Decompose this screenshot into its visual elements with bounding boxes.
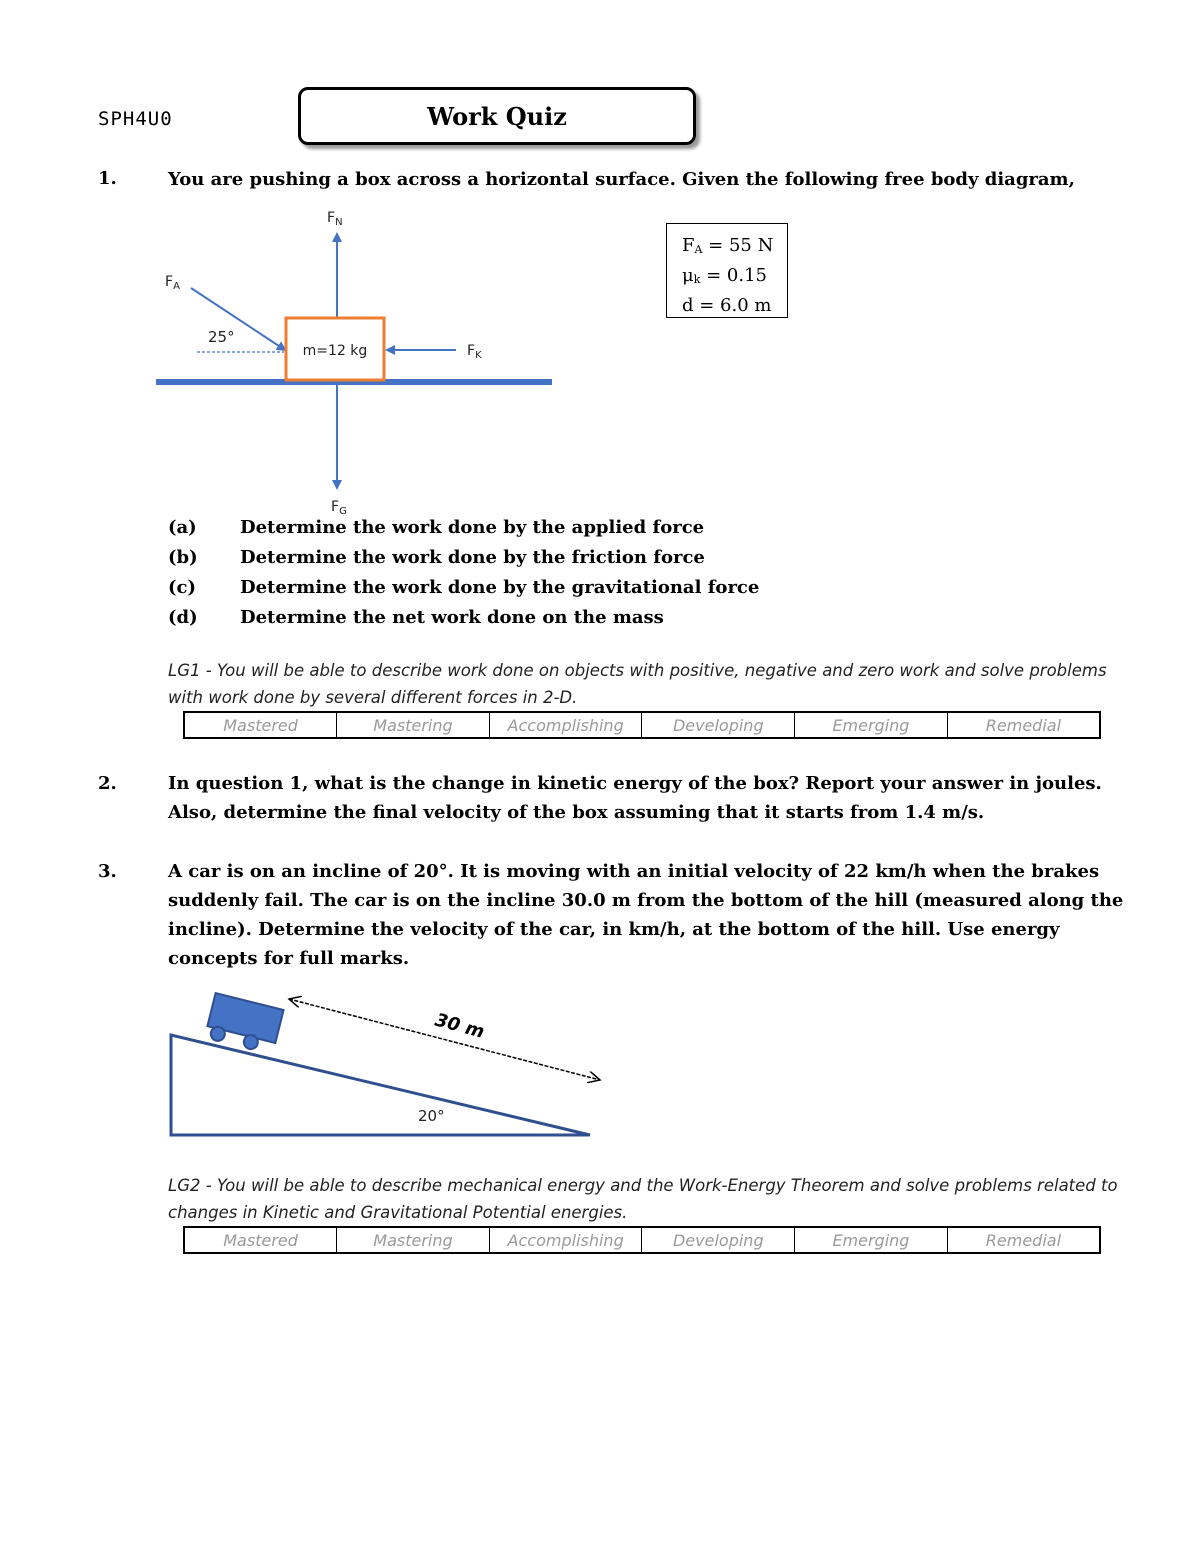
part-a: (a) Determine the work done by the applied force [168, 517, 705, 538]
rubric-lg1-mastering[interactable]: Mastering [337, 712, 490, 738]
rubric-table-lg2 [183, 1226, 1101, 1254]
rubric-lg2-mastered[interactable]: Mastered [184, 1227, 337, 1253]
title-box [298, 87, 696, 145]
part-c: (c) Determine the work done by the gravitational force [168, 577, 760, 598]
applied-angle-label: 25° [208, 328, 235, 346]
rubric-lg2-accomplishing[interactable]: Accomplishing [489, 1227, 642, 1253]
incline-diagram [160, 985, 620, 1145]
given-friction-coefficient: $\mu_k = 0.15$ [682, 265, 767, 286]
given-distance: d = 6.0 m [682, 295, 772, 316]
rubric-lg2-developing[interactable]: Developing [642, 1227, 795, 1253]
learning-goal-2: LG2 - You will be able to describe mechanical energy and the Work-Energy Theorem and solve problems related to changes in Kinetic and Gravitational Potential energies. [168, 1176, 1118, 1222]
normal-force-label: $F_N$ [327, 210, 343, 228]
learning-goal-1: LG1 - You will be able to describe work done on objects with positive, negative and zero work and solve problems with work done by several different forces in 2-D. [168, 661, 1107, 707]
rubric-lg1-remedial[interactable]: Remedial [947, 712, 1100, 738]
applied-force-label: $F_A$ [165, 274, 180, 292]
incline-triangle [171, 1035, 590, 1135]
question-3-text: A car is on an incline of 20°. It is moving with an initial velocity of 22 km/h when the brakes suddenly fail. The car is on the incline 30.0 m from the bottom of the hill (measured along the incline). Determine the velocity of the car, in km/h, at the bottom of the hill. Use energy concepts for full marks. [168, 861, 1124, 969]
page-title: Work Quiz [427, 101, 567, 131]
part-d: (d) Determine the net work done on the mass [168, 607, 664, 628]
given-applied-force: $F_A = 55$ N [682, 235, 774, 256]
part-b: (b) Determine the work done by the friction force [168, 547, 705, 568]
rubric-table-lg1 [183, 711, 1101, 739]
question-2-number: 2. [98, 773, 117, 794]
course-code: SPH4U0 [98, 108, 173, 130]
question-2-text: In question 1, what is the change in kinetic energy of the box? Report your answer in joules. Also, determine the final velocity of the box assuming that it starts from 1.4 m/s. [168, 773, 1102, 823]
rubric-lg1-mastered[interactable]: Mastered [184, 712, 337, 738]
given-values-box [666, 223, 788, 318]
mass-label: m=12 kg [302, 343, 368, 359]
rubric-lg2-mastering[interactable]: Mastering [337, 1227, 490, 1253]
question-1-parts [168, 513, 759, 633]
rubric-lg1-accomplishing[interactable]: Accomplishing [489, 712, 642, 738]
distance-label: 30 m [432, 1009, 487, 1043]
friction-force-label: $F_K$ [467, 343, 482, 361]
question-3-number: 3. [98, 861, 117, 882]
applied-force-arrow [191, 288, 285, 350]
free-body-diagram [150, 200, 570, 520]
gravity-force-label: $F_G$ [331, 499, 347, 517]
rubric-lg1-developing[interactable]: Developing [642, 712, 795, 738]
question-1-number: 1. [98, 168, 117, 189]
incline-angle-label: 20° [418, 1107, 445, 1125]
rubric-lg2-remedial[interactable]: Remedial [947, 1227, 1100, 1253]
rubric-lg2-emerging[interactable]: Emerging [795, 1227, 948, 1253]
question-1-text: You are pushing a box across a horizontal surface. Given the following free body diagram, [168, 169, 1075, 190]
rubric-lg1-emerging[interactable]: Emerging [795, 712, 948, 738]
